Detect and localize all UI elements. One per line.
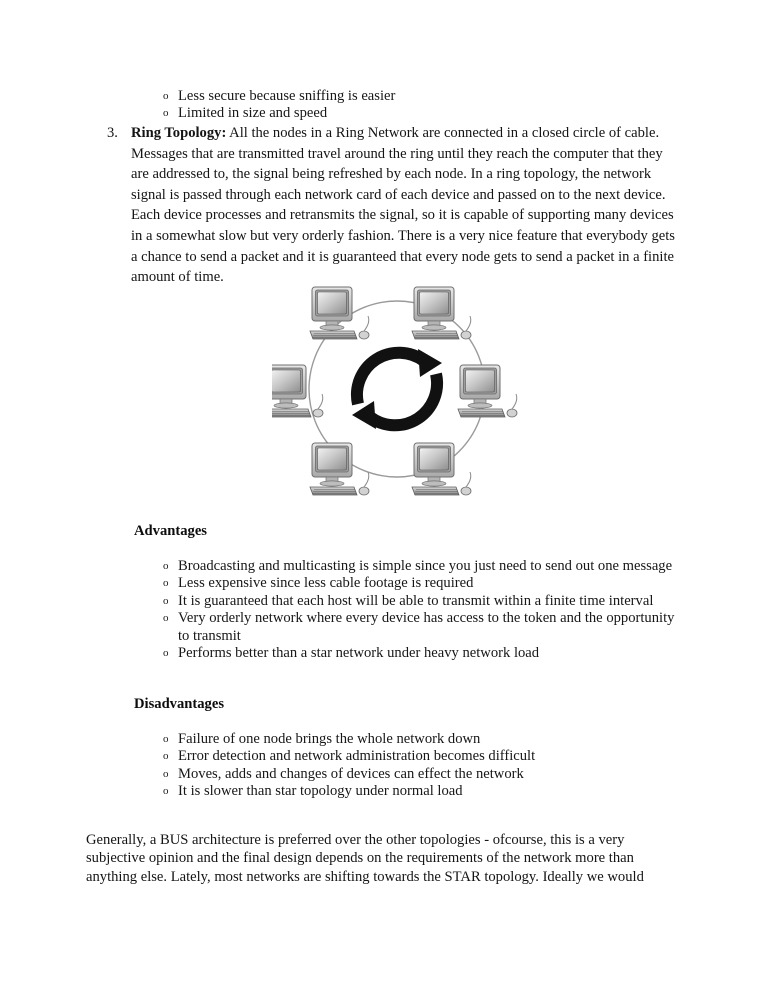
ring-topology-label: Ring Topology: xyxy=(131,125,227,141)
list-item-label: It is guaranteed that each host will be able to transmit within a finite time interval xyxy=(178,592,654,609)
bullet-marker-icon: o xyxy=(163,767,169,780)
list-item-label: Performs better than a star network under heavy network load xyxy=(178,645,540,662)
list-item-label: Failure of one node brings the whole network down xyxy=(178,731,481,747)
list-item xyxy=(163,645,683,662)
ring-node-2 xyxy=(412,287,471,339)
disadvantages-list xyxy=(163,731,683,801)
list-item xyxy=(163,748,683,765)
list-item-label: Less secure because sniffing is easier xyxy=(178,88,396,104)
numbered-item-body xyxy=(131,123,682,288)
list-item-label: Limited in size and speed xyxy=(178,105,328,122)
list-item xyxy=(163,766,683,783)
bullet-marker-icon: o xyxy=(163,577,169,590)
ring-node-3 xyxy=(272,365,323,417)
bullet-marker-icon: o xyxy=(163,647,169,660)
advantages-heading: Advantages xyxy=(134,523,207,539)
ring-node-1 xyxy=(310,287,369,339)
list-item xyxy=(163,575,683,592)
bullet-marker-icon: o xyxy=(163,90,169,102)
list-item xyxy=(163,610,683,645)
list-item-label: Very orderly network where every device has access to the token and the opportunity to transmit xyxy=(178,610,675,644)
ring-node-4 xyxy=(458,365,517,417)
bullet-marker-icon: o xyxy=(163,750,169,763)
bullet-marker-icon: o xyxy=(163,612,169,625)
list-item xyxy=(163,783,683,800)
list-item xyxy=(163,593,683,610)
list-item-label: It is slower than star topology under normal load xyxy=(178,783,463,800)
ring-topology-text: All the nodes in a Ring Network are connected in a closed circle of cable. Messages that are transmitted travel around the ring until they reach the computer that they are addressed to, the signal being refreshed by each node. In a ring topology, the network signal is passed through each network card of each device and passed on to the next device. Each device processes and retransmits the signal, so it is capable of supporting many devices in a somewhat slow but very orderly fashion. There is a very nice feature that everybody gets a chance to send a packet and it is guaranteed that every node gets to send a packet in a finite amount of time. xyxy=(131,125,675,286)
disadvantages-heading: Disadvantages xyxy=(134,696,225,712)
list-number: 3. xyxy=(107,125,118,141)
numbered-item-ring-topology xyxy=(107,123,682,288)
ring-node-6 xyxy=(412,443,471,495)
bullet-marker-icon: o xyxy=(163,560,169,572)
list-item xyxy=(163,731,683,748)
list-item-label: Less expensive since less cable footage is required xyxy=(178,575,474,592)
ring-topology-diagram xyxy=(272,277,522,502)
bullet-marker-icon: o xyxy=(163,785,169,798)
list-item xyxy=(163,88,683,105)
list-item-label: Moves, adds and changes of devices can effect the network xyxy=(178,765,524,782)
list-item-label: Broadcasting and multicasting is simple since you just need to send out one message xyxy=(178,558,673,574)
list-item xyxy=(163,558,683,575)
bullet-marker-icon: o xyxy=(163,733,169,745)
advantages-list xyxy=(163,558,683,662)
closing-paragraph: Generally, a BUS architecture is preferred over the other topologies - ofcourse, this is a very subjective opinion and the final design depends on the requirements of the network more than anything else. Lately, most networks are shifting towards the STAR topology. Ideally we would xyxy=(86,831,644,885)
list-item xyxy=(163,105,683,122)
bullet-marker-icon: o xyxy=(163,594,169,607)
bullet-marker-icon: o xyxy=(163,107,169,120)
list-item-label: Error detection and network administration becomes difficult xyxy=(178,748,536,765)
top-bullet-list xyxy=(163,88,683,123)
